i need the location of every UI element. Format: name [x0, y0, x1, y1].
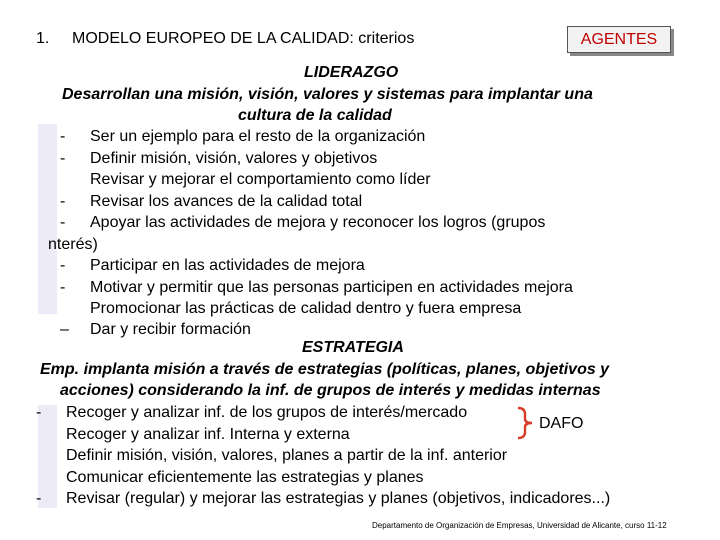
estrategia-item: Recoger y analizar inf. Interna y externa	[66, 426, 350, 443]
bullet-dash: -	[60, 279, 66, 296]
liderazgo-item: Definir misión, visión, valores y objetivos	[90, 150, 378, 167]
liderazgo-item: Participar en las actividades de mejora	[90, 257, 365, 274]
liderazgo-item: Revisar y mejorar el comportamiento como líder	[90, 171, 431, 188]
slide-number: 1.	[36, 30, 50, 47]
slide-title-main: MODELO EUROPEO DE LA CALIDAD:	[72, 30, 354, 47]
liderazgo-desc-line1: Desarrollan una misión, visión, valores y sistemas para implantar una	[62, 86, 593, 103]
bullet-dash: -	[60, 193, 66, 210]
footer-text: Departamento de Organización de Empresas, Universidad de Alicante, curso 11-12	[372, 521, 667, 530]
liderazgo-item: Ser un ejemplo para el resto de la organización	[90, 128, 426, 145]
estrategia-item: Recoger y analizar inf. de los grupos de interés/mercado	[66, 404, 468, 421]
liderazgo-desc-line2: cultura de la calidad	[238, 107, 392, 124]
liderazgo-item: Motivar y permitir que las personas participen en actividades mejora	[90, 279, 573, 296]
bullet-dash: -	[60, 128, 66, 145]
slide-title-sub: criterios	[353, 30, 415, 47]
liderazgo-item: Revisar los avances de la calidad total	[90, 193, 363, 210]
dafo-bracket	[516, 406, 536, 440]
dafo-label: DAFO	[539, 415, 584, 432]
bullet-dash: -	[60, 214, 66, 231]
bullet-dash: -	[36, 404, 42, 421]
liderazgo-item-continuation: nterés)	[48, 236, 98, 253]
liderazgo-item: Apoyar las actividades de mejora y reconocer los logros (grupos	[90, 214, 546, 231]
liderazgo-item: Promocionar las prácticas de calidad dentro y fuera empresa	[90, 300, 522, 317]
bullet-dash: -	[60, 150, 66, 167]
estrategia-desc-line1: Emp. implanta misión a través de estrategias (políticas, planes, objetivos y	[40, 361, 610, 378]
bullet-dash: –	[60, 321, 69, 338]
bullet-dash: -	[60, 257, 66, 274]
estrategia-desc-line2: acciones) considerando la inf. de grupos de interés y medidas internas	[60, 382, 601, 399]
slide-title	[72, 30, 414, 48]
estrategia-item: Comunicar eficientemente las estrategias y planes	[66, 469, 424, 486]
estrategia-item: Revisar (regular) y mejorar las estrategias y planes (objetivos, indicadores...)	[66, 490, 611, 507]
liderazgo-item: Dar y recibir formación	[90, 321, 251, 338]
estrategia-item: Definir misión, visión, valores, planes a partir de la inf. anterior	[66, 447, 508, 464]
bullet-dash: -	[36, 490, 42, 507]
liderazgo-side-bar	[38, 124, 57, 314]
agentes-badge: AGENTES	[567, 26, 671, 53]
liderazgo-heading: LIDERAZGO	[304, 64, 399, 81]
estrategia-heading: ESTRATEGIA	[302, 339, 404, 356]
